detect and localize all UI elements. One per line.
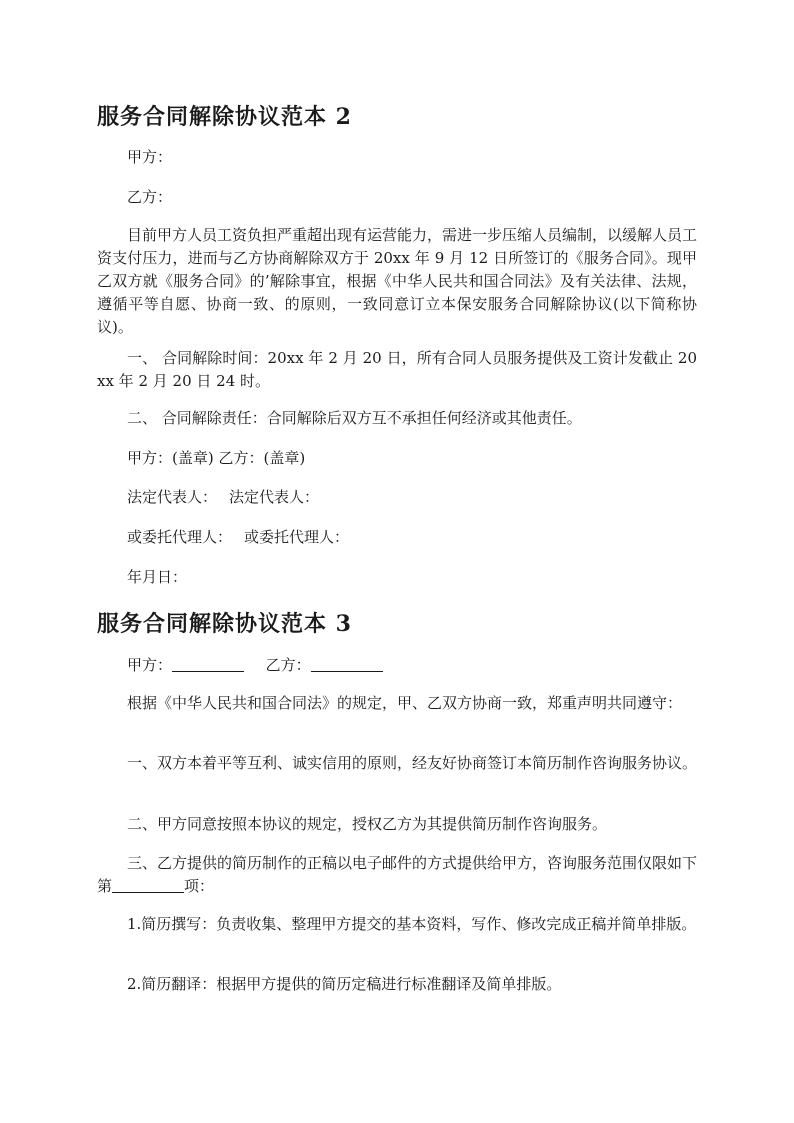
section2-clause-1: 一、 合同解除时间：20xx 年 2 月 20 日，所有合同人员服务提供及工资计发截止 20xx 年 2 月 20 日 24 时。 [97, 349, 697, 390]
section3-title: 服务合同解除协议范本 3 [97, 611, 352, 637]
agent-b: 或委托代理人： [244, 528, 350, 546]
section2-legal-representative-line [127, 486, 319, 509]
party-a-label: 甲方： [127, 656, 173, 674]
section2-intro-paragraph: 目前甲方人员工资负担严重超出现有运营能力，需进一步压缩人员编制，以缓解人员工资支付压力，进而与乙方协商解除双方于 20xx 年 9 月 12 日所签订的《服务合同》。现甲乙双方就《服务合同》的’解除事宜，根据《中华人民共和国合同法》及有关法律、法规，遵循平等自愿、协商一致、的原则，一致同意订立本保安服务合同解除协议(以下简称协议)。 [97, 226, 698, 336]
section3-sub-item-1: 1.简历撰写：负责收集、整理甲方提交的基本资料，写作、修改完成正稿并简单排版。 [127, 915, 697, 933]
party-b-label: 乙方： [265, 656, 311, 674]
item3-suffix: 项： [184, 877, 215, 895]
section2-clause-2: 二、 合同解除责任：合同解除后双方互不承担任何经济或其他责任。 [127, 409, 582, 427]
legal-rep-b: 法定代表人： [229, 488, 320, 506]
party-a-blank [172, 656, 244, 672]
item3-text: 三、乙方提供的简历制作的正稿以电子邮件的方式提供给甲方，咨询服务范围仅限如下第 [97, 854, 698, 895]
section3-sub-item-2: 2.简历翻译：根据甲方提供的简历定稿进行标准翻译及简单排版。 [127, 975, 562, 993]
section3-item-2: 二、甲方同意按照本协议的规定，授权乙方为其提供简历制作咨询服务。 [127, 815, 608, 833]
agent-a: 或委托代理人： [127, 528, 233, 546]
section2-date: 年月日： [127, 568, 188, 586]
section2-agent-line [127, 526, 349, 549]
party-b-blank [311, 656, 383, 672]
section2-party-b: 乙方： [127, 188, 173, 206]
section3-item-3 [97, 852, 697, 898]
legal-rep-a: 法定代表人： [127, 488, 218, 506]
section3-parties-line [127, 654, 383, 677]
section2-title: 服务合同解除协议范本 2 [97, 104, 352, 130]
section2-party-a: 甲方： [127, 148, 173, 166]
section2-seal-line: 甲方：(盖章) 乙方：(盖章) [127, 449, 306, 467]
section3-intro-paragraph: 根据《中华人民共和国合同法》的规定，甲、乙双方协商一致，郑重声明共同遵守： [127, 694, 683, 712]
item3-blank [112, 877, 184, 893]
section3-item-1: 一、双方本着平等互利、诚实信用的原则，经友好协商签订本简历制作咨询服务协议。 [127, 754, 698, 772]
